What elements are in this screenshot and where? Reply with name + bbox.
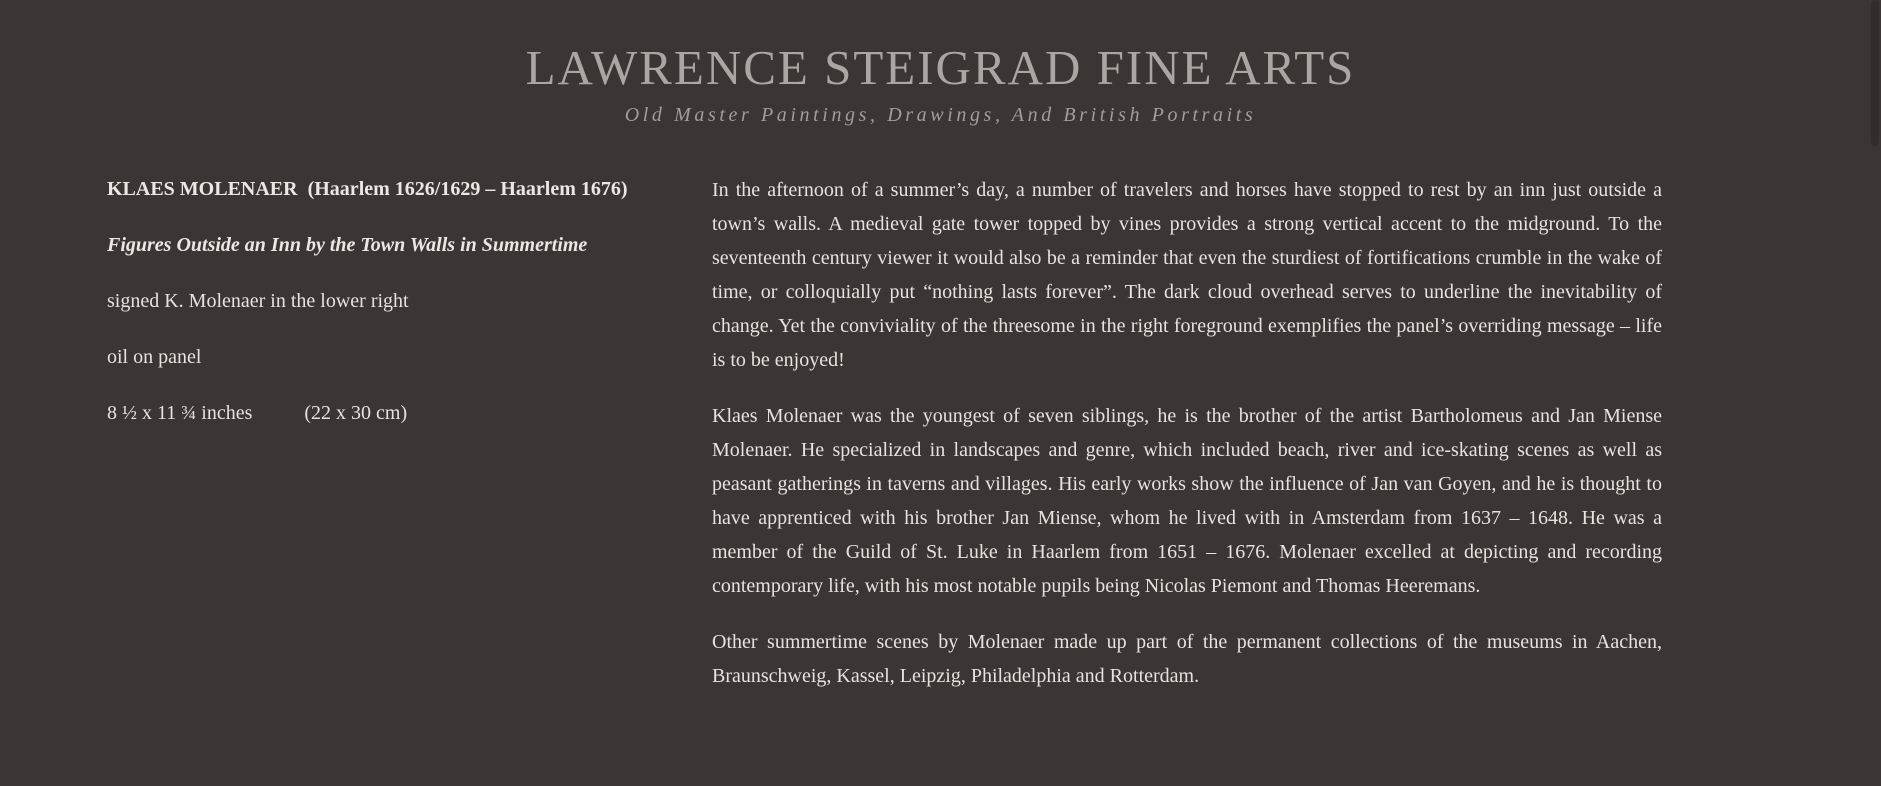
site-title[interactable]: LAWRENCE STEIGRAD FINE ARTS: [525, 40, 1356, 95]
artist-line: [107, 173, 687, 205]
description-paragraph-2: Klaes Molenaer was the youngest of seven siblings, he is the brother of the artist Bartholomeus and Jan Miense Molenaer. He specialized in landscapes and genre, which included beach, river and ice-skating scenes as well as peasant gatherings in taverns and villages. His early works show the influence of Jan van Goyen, and he is thought to have apprenticed with his brother Jan Miense, whom he lived with in Amsterdam from 1637 – 1648. He was a member of the Guild of St. Luke in Haarlem from 1651 – 1676. Molenaer excelled at depicting and recording contemporary life, with his most notable pupils being Nicolas Piemont and Thomas Heeremans.: [712, 405, 1662, 597]
dimensions-imperial: 8 ½ x 11 ¾ inches: [107, 402, 253, 424]
description-paragraph-1: In the afternoon of a summer’s day, a number of travelers and horses have stopped to rest by an inn just outside a town’s walls. A medieval gate tower topped by vines provides a strong vertical accent to the midground. To the seventeenth century viewer it would also be a reminder that even the sturdiest of fortifications crumble in the wake of time, or colloquially put “nothing lasts forever”. The dark cloud overhead serves to underline the inevitability of change. Yet the conviviality of the threesome in the right foreground exemplifies the panel’s overriding message – life is to be enjoyed!: [712, 179, 1662, 371]
scrollbar-track[interactable]: [1869, 0, 1881, 786]
artwork-title: Figures Outside an Inn by the Town Walls in Summertime: [107, 234, 588, 256]
artwork-details: [107, 173, 687, 453]
description-paragraph-3: Other summertime scenes by Molenaer made up part of the permanent collections of the museums in Aachen, Braunschweig, Kassel, Leipzig, Philadelphia and Rotterdam.: [712, 631, 1662, 687]
artwork-signature: signed K. Molenaer in the lower right: [107, 290, 409, 312]
artist-name: KLAES MOLENAER: [107, 178, 298, 200]
site-header: [0, 36, 1881, 129]
scrollbar-thumb[interactable]: [1871, 0, 1879, 146]
artwork-dimensions: [107, 397, 687, 429]
site-subtitle: Old Master Paintings, Drawings, And British Portraits: [624, 104, 1257, 126]
artwork-medium: oil on panel: [107, 346, 202, 368]
dimensions-metric: (22 x 30 cm): [304, 402, 408, 424]
artist-lifespan: (Haarlem 1626/1629 – Haarlem 1676): [307, 178, 628, 200]
artwork-description: [712, 173, 1662, 715]
